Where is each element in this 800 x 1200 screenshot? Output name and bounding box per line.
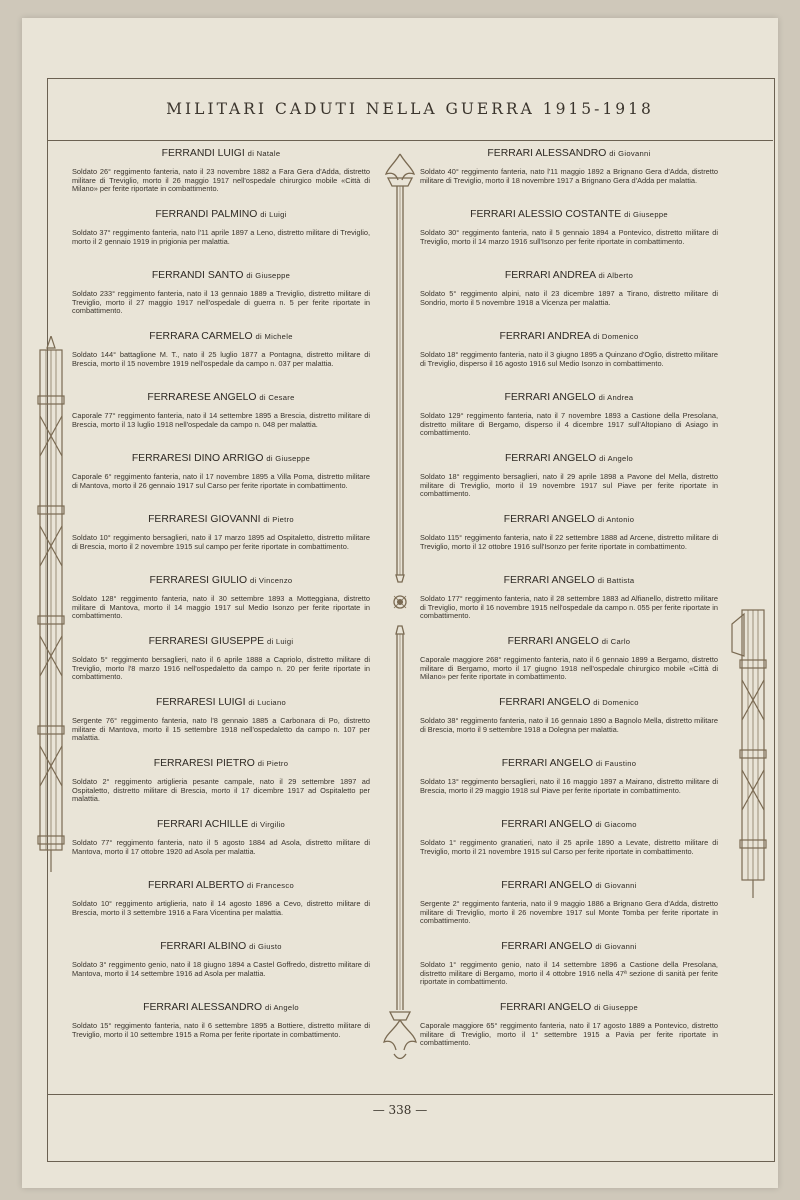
entry-name: FERRARI ANGELO di Andrea [504,392,634,403]
entry-right-10 [420,697,718,758]
entry-name: FERRARA CARMELO di Michele [149,331,293,342]
entry-name: FERRARI ANGELO di Giovanni [501,941,637,952]
entry-name: FERRARI ANGELO di Giacomo [501,819,637,830]
entry-left-12 [72,819,370,880]
entry-name: FERRARI ALBERTO di Francesco [147,880,294,891]
entry-name: FERRARI ANDREA di Alberto [504,270,634,281]
entry-right-7 [420,514,718,575]
entry-left-14 [72,941,370,1002]
entry-name: FERRANDI PALMINO di Luigi [155,209,287,220]
entry-text: Caporale maggiore 65° reggimento fanteria, nato il 17 agosto 1889 a Pontevico, distretto militare di Treviglio, morto il 1° settembre 1915 a Pavia per ferite riportate in combattimento. [420,1021,718,1048]
entry-name: FERRANDI SANTO di Giuseppe [151,270,291,281]
entry-text: Sergente 76° reggimento fanteria, nato l'8 gennaio 1885 a Carbonara di Po, distretto militare di Mantova, morto il 15 settembre 1918 nell'ospedaletto da campo n. 107 per malattia. [72,716,370,743]
entry-text: Soldato 144° battaglione M. T., nato il 25 luglio 1877 a Pontagna, distretto militare di Brescia, morto il 15 novembre 1919 nell'ospedale da campo n. 037 per malattia. [72,350,370,368]
entry-right-4 [420,331,718,392]
entry-left-1 [72,148,370,209]
entry-right-9 [420,636,718,697]
entry-name: FERRARI ANDREA di Domenico [499,331,639,342]
entry-text: Soldato 233° reggimento fanteria, nato il 13 gennaio 1889 a Treviglio, distretto militare di Treviglio, morto il 27 maggio 1917 nell'ospedale di guerra n. 5 per ferite riportate in combattimento. [72,289,370,316]
entry-name: FERRARESI DINO ARRIGO di Giuseppe [131,453,311,464]
entry-name: FERRARI ANGELO di Domenico [499,697,639,708]
entry-left-8 [72,575,370,636]
entry-right-2 [420,209,718,270]
entry-right-13 [420,880,718,941]
entry-name: FERRARI ACHILLE di Virgilio [156,819,286,830]
entry-right-3 [420,270,718,331]
entry-text: Soldato 115° reggimento fanteria, nato il 22 settembre 1888 ad Arcene, distretto militare di Treviglio, morto il 12 ottobre 1916 sull'Isonzo per ferite riportate in combattimento. [420,533,718,551]
right-column [420,148,718,1063]
entry-name: FERRARI ANGELO di Giovanni [501,880,637,891]
entry-left-13 [72,880,370,941]
entry-text: Soldato 177° reggimento fanteria, nato il 28 settembre 1883 ad Alfianello, distretto militare di Treviglio, morto il 16 novembre 1915 nell'ospedale da campo n. 055 per ferite riportate in combattimento. [420,594,718,621]
entry-name: FERRARI ANGELO di Carlo [507,636,631,647]
entry-name: FERRARESI PIETRO di Pietro [153,758,289,769]
entry-right-8 [420,575,718,636]
entry-name: FERRARI ALESSANDRO di Angelo [143,1002,299,1013]
entry-text: Soldato 1° reggimento granatieri, nato il 25 aprile 1890 a Levate, distretto militare di Treviglio, morto il 21 novembre 1915 sul Carso per ferite riportate in combattimento. [420,838,718,856]
entry-left-5 [72,392,370,453]
entry-text: Caporale 77° reggimento fanteria, nato il 14 settembre 1895 a Brescia, distretto militare di Brescia, morto il 13 luglio 1918 nell'ospedale da campo n. 048 per malattia. [72,411,370,429]
entry-text: Soldato 37° reggimento fanteria, nato l'11 aprile 1897 a Leno, distretto militare di Treviglio, morto il 2 gennaio 1919 in prigionia per malattia. [72,228,370,246]
entry-text: Soldato 13° reggimento bersaglieri, nato il 16 maggio 1897 a Mairano, distretto militare di Brescia, morto il 29 maggio 1918 sul Piave per ferite riportate in combattimento. [420,777,718,795]
entry-right-15 [420,1002,718,1063]
entry-name: FERRARI ALESSIO COSTANTE di Giuseppe [470,209,668,220]
entry-right-1 [420,148,718,209]
entry-text: Soldato 129° reggimento fanteria, nato il 7 novembre 1893 a Castione della Presolana, distretto militare di Bergamo, disperso il 4 dicembre 1917 sull'Altopiano di Asiago in combattimento. [420,411,718,438]
entry-right-5 [420,392,718,453]
entry-text: Soldato 10° reggimento artiglieria, nato il 14 agosto 1896 a Cevo, distretto militare di Brescia, morto il 3 settembre 1916 a Fara Vicentina per malattia. [72,899,370,917]
entry-text: Soldato 5° reggimento alpini, nato il 23 dicembre 1897 a Tirano, distretto militare di Sondrio, morto il 5 novembre 1918 a Vicenza per malattia. [420,289,718,307]
entry-name: FERRARI ANGELO di Giuseppe [500,1002,638,1013]
page-title: MILITARI CADUTI NELLA GUERRA 1915-1918 [166,100,654,118]
entry-right-11 [420,758,718,819]
entry-text: Soldato 26° reggimento fanteria, nato il 23 novembre 1882 a Fara Gera d'Adda, distretto militare di Treviglio, morto il 26 maggio 1917 nell'ospedale chirurgico mobile «Città di Milano» per ferite riportate in combattimento. [72,167,370,194]
entry-text: Soldato 30° reggimento fanteria, nato il 5 gennaio 1894 a Pontevico, distretto militare di Treviglio, morto il 14 marzo 1916 sull'Isonzo per ferite riportate in combattimento. [420,228,718,246]
central-column-ornament [380,150,420,1070]
entry-left-4 [72,331,370,392]
entry-text: Soldato 77° reggimento fanteria, nato il 5 agosto 1884 ad Asola, distretto militare di Mantova, morto il 17 ottobre 1920 ad Asola per malattia. [72,838,370,856]
entry-left-10 [72,697,370,758]
left-fasces-ornament [34,336,68,876]
entry-name: FERRARESE ANGELO di Cesare [147,392,295,403]
footer-rule [47,1094,773,1095]
page-number: — 338 — [372,1103,428,1117]
right-fasces-ornament [730,600,770,900]
entry-right-12 [420,819,718,880]
entry-left-6 [72,453,370,514]
entry-text: Caporale 6° reggimento fanteria, nato il 17 novembre 1895 a Villa Poma, distretto militare di Mantova, morto il 26 gennaio 1917 sul Carso per ferite riportate in combattimento. [72,472,370,490]
entry-text: Soldato 10° reggimento bersaglieri, nato il 17 marzo 1895 ad Ospitaletto, distretto militare di Brescia, morto il 2 novembre 1915 sul campo per ferite riportate in combattimento. [72,533,370,551]
entry-text: Soldato 5° reggimento bersaglieri, nato il 6 aprile 1888 a Capriolo, distretto militare di Treviglio, morto l'8 marzo 1916 nell'ospedaletto da campo n. 20 per ferite riportate in combattimento. [72,655,370,682]
entry-right-6 [420,453,718,514]
entry-left-3 [72,270,370,331]
entry-name: FERRARI ANGELO di Angelo [504,453,634,464]
entry-name: FERRARI ALBINO di Giusto [160,941,282,952]
entry-text: Soldato 18° reggimento bersaglieri, nato il 29 aprile 1898 a Pavone del Mella, distretto militare di Treviglio, morto il 19 novembre 1917 sul Piave per ferite riportate in combattimento. [420,472,718,499]
entry-name: FERRARESI GIOVANNI di Pietro [148,514,294,525]
entry-name: FERRARI ANGELO di Battista [503,575,635,586]
entry-text: Soldato 38° reggimento fanteria, nato il 16 gennaio 1890 a Bagnolo Mella, distretto militare di Brescia, morto il 9 settembre 1918 a Dolegna per malattia. [420,716,718,734]
entry-left-15 [72,1002,370,1063]
entry-text: Soldato 2° reggimento artiglieria pesante campale, nato il 29 settembre 1897 ad Ospitaletto, distretto militare di Brescia, morto il 17 dicembre 1917 ad Ospitaletto per malattia. [72,777,370,804]
entry-left-9 [72,636,370,697]
entry-name: FERRARI ANGELO di Antonio [503,514,635,525]
entry-name: FERRARI ALESSANDRO di Giovanni [487,148,651,159]
entry-text: Soldato 128° reggimento fanteria, nato il 30 settembre 1893 a Motteggiana, distretto militare di Mantova, morto il 14 maggio 1917 sul Medio Isonzo per ferite riportate in combattimento. [72,594,370,621]
entry-left-11 [72,758,370,819]
entry-text: Caporale maggiore 268° reggimento fanteria, nato il 6 gennaio 1899 a Bergamo, distretto militare di Bergamo, morto il 17 giugno 1918 nell'ospedale chirurgico mobile «Città di Milano» per ferite riportate in combattimento. [420,655,718,682]
entry-text: Soldato 40° reggimento fanteria, nato l'11 maggio 1892 a Brignano Gera d'Adda, distretto militare di Treviglio, morto il 18 novembre 1917 a Brignano Gera d'Adda per malattia. [420,167,718,185]
entry-name: FERRANDI LUIGI di Natale [161,148,281,159]
page-header [47,78,773,141]
entry-text: Soldato 3° reggimento genio, nato il 18 giugno 1894 a Castel Goffredo, distretto militare di Mantova, morto il 14 settembre 1916 ad Asola per malattia. [72,960,370,978]
entry-text: Soldato 15° reggimento fanteria, nato il 6 settembre 1895 a Bottiere, distretto militare di Treviglio, morto il 10 settembre 1915 a Roma per ferite riportate in combattimento. [72,1021,370,1039]
left-column [72,148,370,1063]
entry-left-2 [72,209,370,270]
entry-text: Soldato 18° reggimento fanteria, nato il 3 giugno 1895 a Quinzano d'Oglio, distretto militare di Treviglio, disperso il 16 agosto 1916 sul Medio Isonzo in combattimento. [420,350,718,368]
entry-right-14 [420,941,718,1002]
entry-text: Sergente 2° reggimento fanteria, nato il 9 maggio 1886 a Brignano Gera d'Adda, distretto militare di Treviglio, morto il 26 novembre 1917 sul Monte Tomba per ferite riportate in combattimento. [420,899,718,926]
entry-name: FERRARESI GIULIO di Vincenzo [149,575,293,586]
entry-name: FERRARESI GIUSEPPE di Luigi [148,636,294,647]
entry-name: FERRARI ANGELO di Faustino [501,758,637,769]
entry-text: Soldato 1° reggimento genio, nato il 14 settembre 1896 a Castione della Presolana, distretto militare di Bergamo, morto il 4 ottobre 1916 nella 47ª sezione di sanità per ferite riportate in combattimento. [420,960,718,987]
entry-name: FERRARESI LUIGI di Luciano [155,697,286,708]
entry-left-7 [72,514,370,575]
